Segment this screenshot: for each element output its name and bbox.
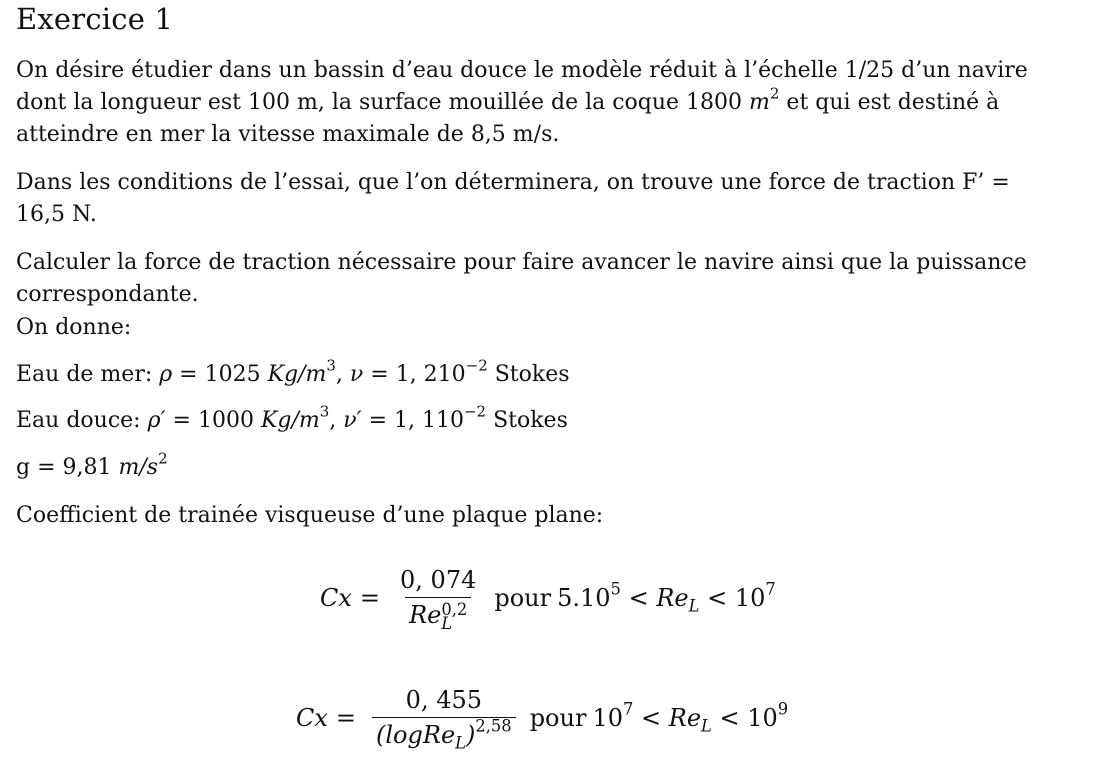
formula1-denominator — [405, 597, 471, 631]
formula2-den-subscript: L — [455, 733, 466, 753]
fresh-water-separator: , — [329, 408, 344, 433]
formula2-lhs: Cx — [296, 703, 328, 732]
formula2-upper-bound-exponent: 9 — [777, 699, 789, 719]
fresh-water-label: Eau douce: — [16, 408, 148, 433]
statement-line-2 — [16, 86, 999, 119]
surface-unit: m — [749, 90, 770, 115]
formula2-den-base: (logRe — [376, 721, 456, 749]
question-line-1: Calculer la force de traction nécessaire pour faire avancer le navire ainsi que la puissance — [16, 250, 1027, 275]
conditions-line-1: Dans les conditions de l’essai, que l’on déterminera, on trouve une force de traction F’ = — [16, 170, 1010, 195]
sea-water-nu-exponent: −2 — [465, 356, 488, 375]
formula2-condition — [592, 699, 789, 736]
formula1-reynolds: Re — [656, 584, 689, 613]
formula2-den-close: ) — [465, 721, 476, 749]
sea-water-nu-value: = 1, 210 — [363, 362, 466, 387]
drag-formula-laminar — [320, 566, 776, 631]
sea-water-nu-symbol: ν — [349, 362, 364, 387]
sea-water-separator: , — [335, 362, 350, 387]
statement-line-2-text-a: dont la longueur est 100 m, la surface mouillée de la coque 1800 — [16, 90, 750, 115]
formula1-condition — [557, 579, 776, 616]
formula2-denominator — [372, 716, 516, 753]
formula1-upper-bound-exponent: 7 — [765, 579, 776, 599]
formula1-equals: = — [359, 584, 381, 613]
sea-water-properties — [16, 358, 570, 391]
formula2-fraction — [372, 686, 516, 753]
fresh-water-rho-unit: Kg/m — [260, 408, 320, 433]
formula1-den-subscript: L — [441, 613, 453, 633]
formula2-numerator: 0, 455 — [405, 686, 483, 714]
sea-water-label: Eau de mer: — [16, 362, 160, 387]
drag-coefficient-intro: Coefficient de trainée visqueuse d’une plaque plane: — [16, 503, 604, 528]
fresh-water-nu-value: = 1, 110 — [361, 408, 465, 433]
exercise-title: Exercice 1 — [16, 2, 174, 36]
formula1-lhs: Cx — [320, 584, 352, 613]
formula2-lt-1: < — [633, 703, 669, 732]
formula2-reynolds-subscript: L — [701, 716, 712, 736]
gravity-value — [16, 451, 168, 484]
statement-line-1: On désire étudier dans un bassin d’eau douce le modèle réduit à l’échelle 1/25 d’un navire — [16, 58, 1028, 83]
formula1-pour: pour — [494, 584, 552, 613]
sea-water-rho-symbol: ρ — [159, 362, 173, 387]
formula2-den-exponent: 2,58 — [475, 716, 512, 736]
formula2-equals: = — [335, 703, 357, 732]
formula2-pour: pour — [529, 703, 587, 732]
gravity-label: g = 9,81 — [16, 455, 119, 480]
sea-water-rho-value: = 1025 — [172, 362, 268, 387]
statement-line-2-text-b: et qui est destiné à — [779, 90, 1000, 115]
fresh-water-rho-unit-exponent: 3 — [319, 402, 330, 421]
fresh-water-rho-symbol: ρ′ — [147, 408, 166, 433]
surface-unit-exponent: 2 — [769, 84, 780, 103]
formula2-lt-2: < — [711, 703, 748, 732]
sea-water-nu-unit: Stokes — [487, 362, 570, 387]
gravity-unit-exponent: 2 — [158, 449, 168, 468]
sea-water-rho-unit: Kg/m — [267, 362, 327, 387]
statement-line-3: atteindre en mer la vitesse maximale de 8,5 m/s. — [16, 122, 560, 147]
formula2-reynolds: Re — [668, 703, 702, 732]
conditions-line-2: 16,5 N. — [16, 202, 97, 227]
formula1-lt-1: < — [620, 584, 657, 613]
fresh-water-nu-symbol: ν′ — [343, 408, 362, 433]
formula1-lower-bound: 5.10 — [557, 584, 611, 613]
fresh-water-nu-exponent: −2 — [464, 402, 487, 421]
formula2-lower-bound: 10 — [592, 703, 623, 732]
question-line-2: correspondante. — [16, 282, 199, 307]
formula1-numerator: 0, 074 — [400, 566, 477, 594]
formula1-fraction — [396, 566, 480, 631]
formula1-lower-bound-exponent: 5 — [610, 579, 621, 599]
drag-formula-turbulent — [296, 686, 789, 753]
fresh-water-nu-unit: Stokes — [486, 408, 568, 433]
formula2-upper-bound: 10 — [747, 703, 778, 732]
formula1-den-exponent: 0,2 — [441, 599, 468, 619]
fresh-water-rho-value: = 1000 — [165, 408, 261, 433]
formula1-lt-2: < — [699, 584, 735, 613]
given-data-heading: On donne: — [16, 315, 132, 340]
formula2-lower-bound-exponent: 7 — [622, 699, 634, 719]
formula1-reynolds-subscript: L — [688, 596, 700, 616]
formula1-den-base: Re — [409, 601, 442, 629]
fresh-water-properties — [16, 404, 568, 437]
sea-water-rho-unit-exponent: 3 — [326, 356, 336, 375]
formula1-upper-bound: 10 — [734, 584, 766, 613]
gravity-unit: m/s — [118, 455, 159, 480]
